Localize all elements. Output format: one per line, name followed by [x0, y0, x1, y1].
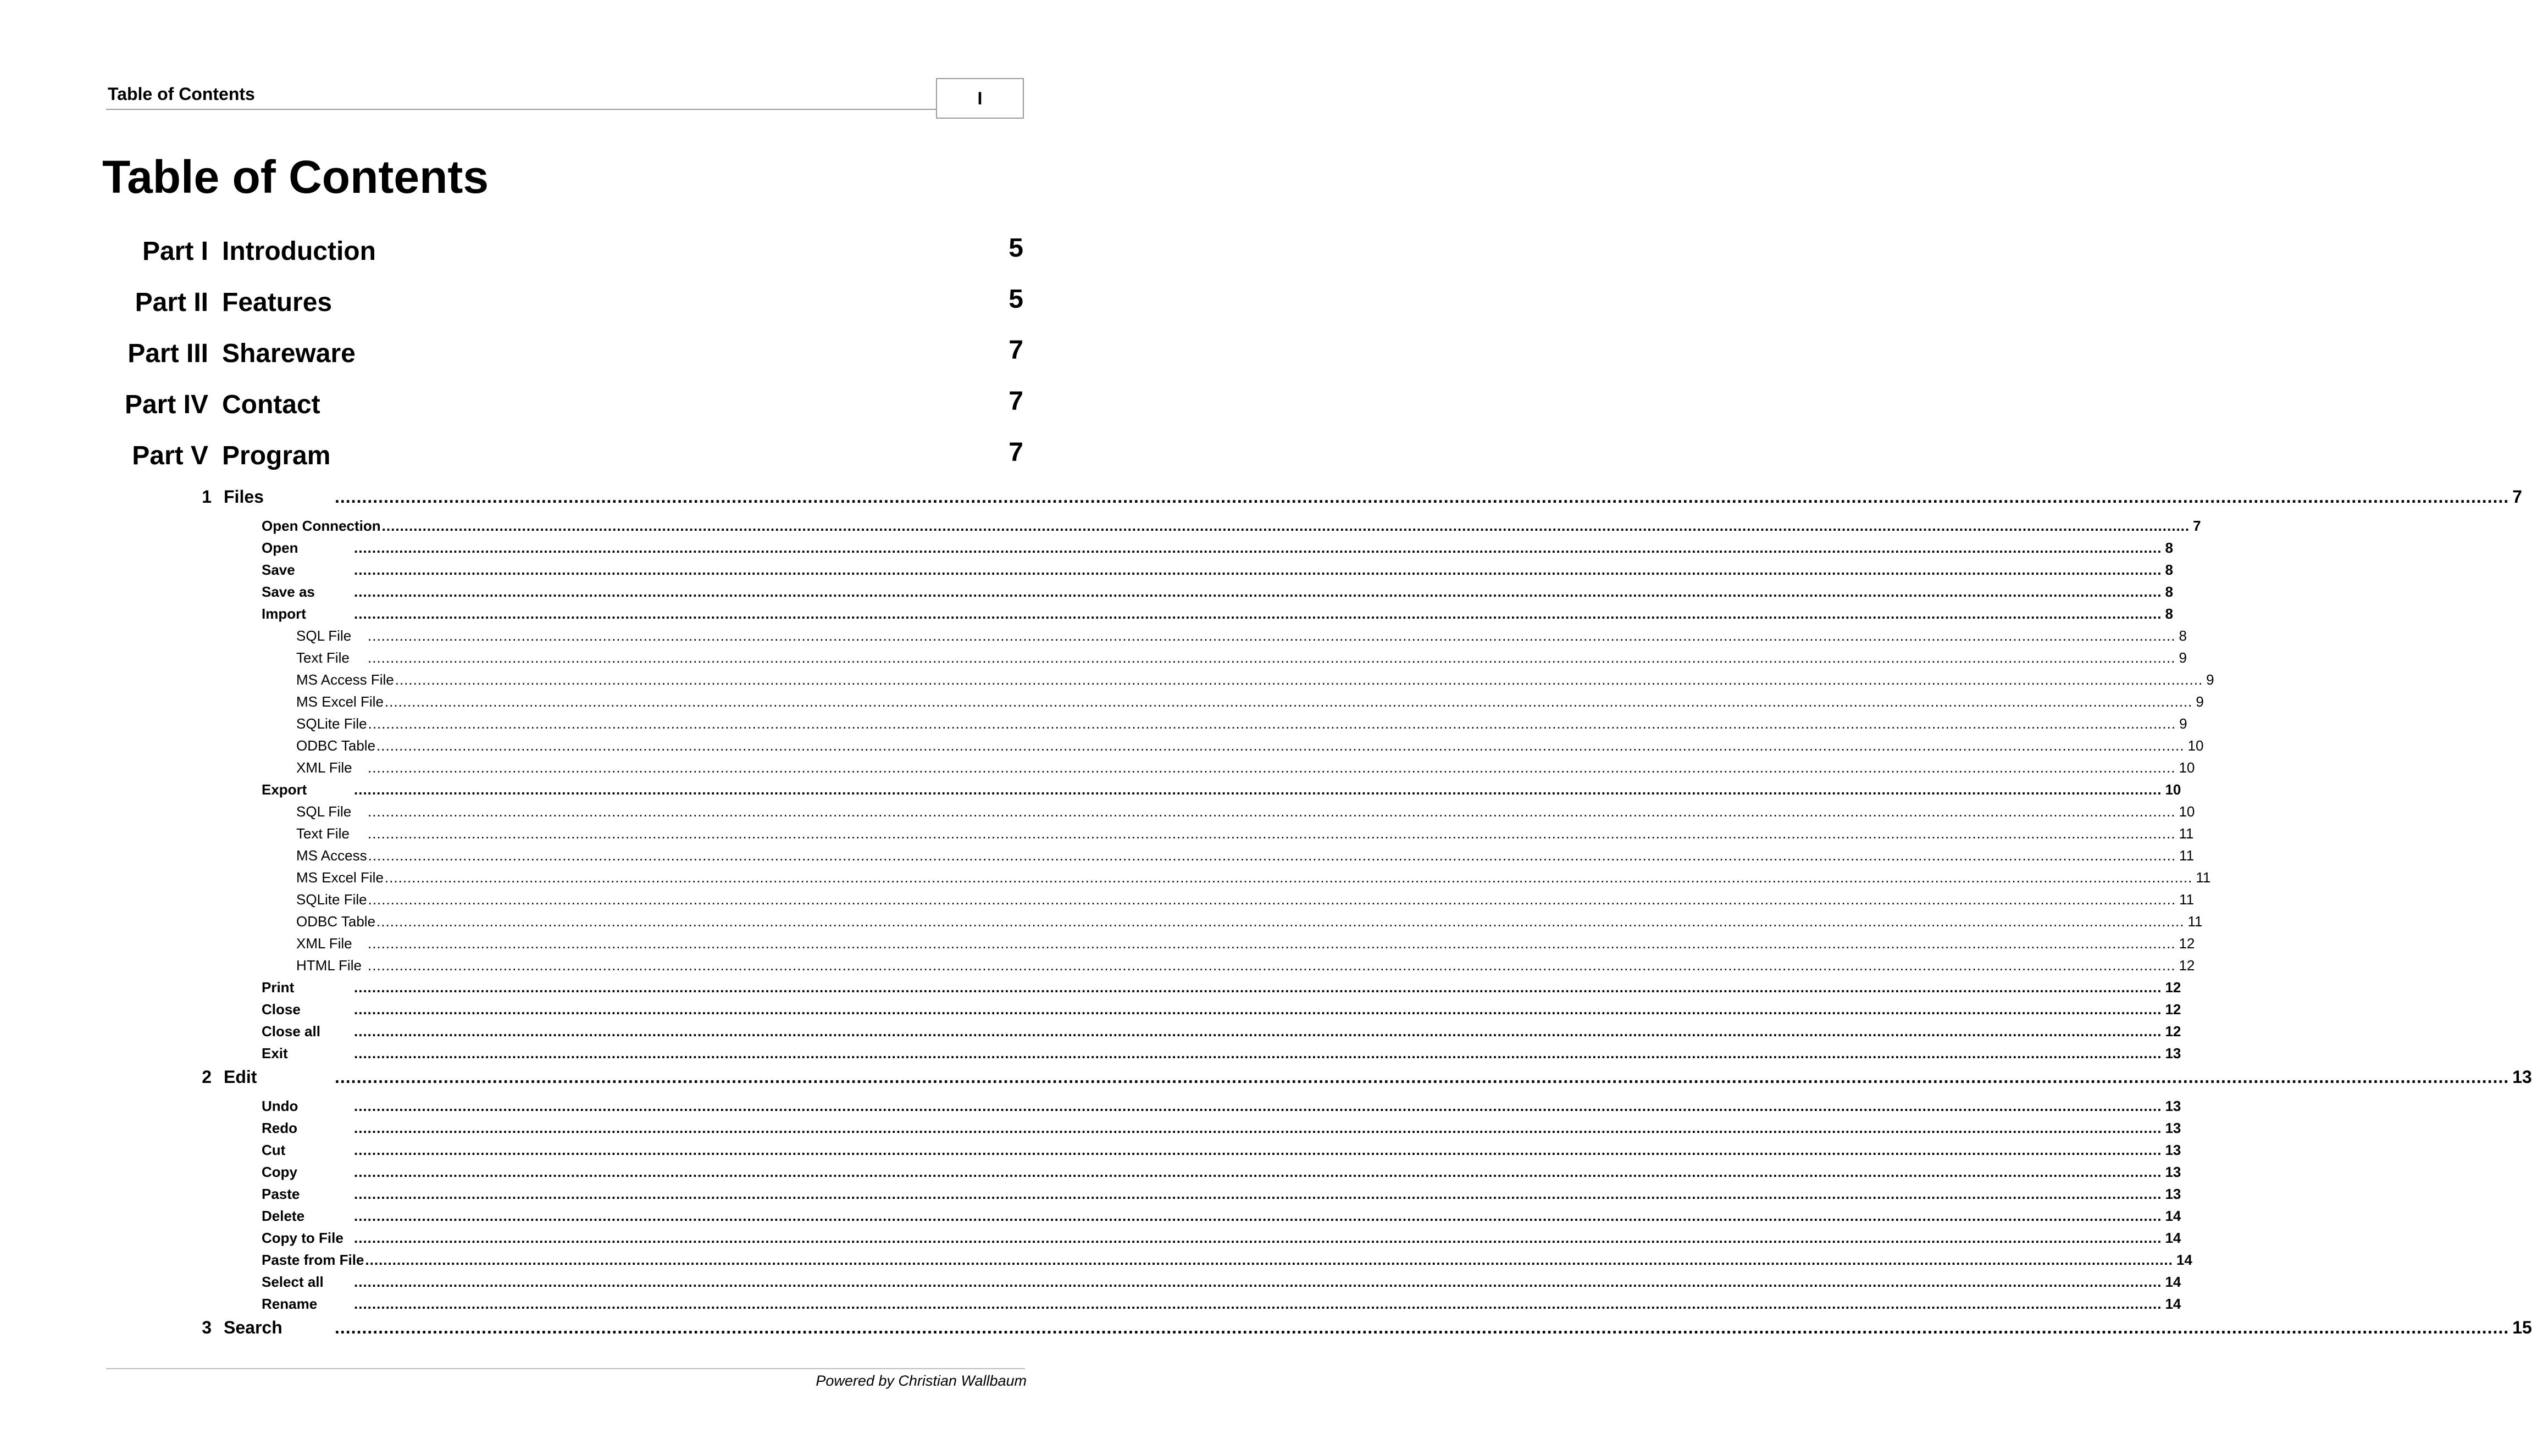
toc-entry-row[interactable] — [262, 1274, 2181, 1291]
dot-leader: ................................................................................................................................................................................................................................................................................................................................................................................................................ — [354, 540, 2162, 556]
entry-page: 13 — [2165, 1142, 2181, 1158]
part-label: Part II — [135, 288, 208, 317]
part-page: 7 — [1009, 387, 1023, 416]
entry-title: Copy to File — [262, 1230, 343, 1246]
dot-leader: ................................................................................................................................................................................................................................................................................................................................................................................................................ — [384, 693, 2193, 710]
toc-entry-row[interactable] — [262, 979, 2181, 996]
subentry-page: 9 — [2179, 649, 2187, 666]
toc-subentry-row[interactable] — [296, 869, 2211, 886]
toc-entry-row[interactable] — [262, 518, 2201, 535]
subentry-title: MS Excel File — [296, 693, 384, 710]
entry-title: Close — [262, 1001, 301, 1018]
subentry-page: 11 — [2179, 891, 2195, 908]
subentry-page: 8 — [2179, 627, 2187, 644]
dot-leader: ................................................................................................................................................................................................................................................................................................................................................................................................................ — [368, 891, 2176, 908]
entry-title: Select all — [262, 1274, 324, 1290]
subentry-title: SQLite File — [296, 891, 367, 908]
part-title: Shareware — [222, 339, 356, 368]
chapter-number: 2 — [202, 1067, 212, 1087]
toc-part-row[interactable] — [0, 438, 1026, 481]
subentry-page: 9 — [2179, 715, 2187, 732]
entry-title: Rename — [262, 1296, 318, 1312]
dot-leader: ................................................................................................................................................................................................................................................................................................................................................................................................................ — [354, 1142, 2162, 1158]
toc-subentry-row[interactable] — [296, 913, 2203, 930]
entry-title: Undo — [262, 1098, 298, 1114]
toc-entry-row[interactable] — [262, 1023, 2181, 1040]
toc-subentry-row[interactable] — [296, 759, 2195, 776]
dot-leader: ................................................................................................................................................................................................................................................................................................................................................................................................................ — [365, 1252, 2173, 1268]
entry-page: 13 — [2165, 1098, 2181, 1114]
part-title: Program — [222, 441, 331, 470]
subentry-page: 11 — [2179, 825, 2194, 842]
subentry-page: 9 — [2206, 671, 2214, 688]
part-label: Part IV — [124, 390, 208, 419]
subentry-title: MS Access — [296, 847, 367, 864]
subentry-title: ODBC Table — [296, 913, 376, 930]
entry-title: Paste from File — [262, 1252, 364, 1268]
dot-leader: ................................................................................................................................................................................................................................................................................................................................................................................................................ — [368, 935, 2176, 952]
subentry-title: Text File — [296, 649, 350, 666]
entry-page: 12 — [2165, 979, 2181, 996]
entry-title: Import — [262, 605, 306, 622]
entry-page: 12 — [2165, 1023, 2181, 1040]
entry-page: 14 — [2165, 1230, 2181, 1246]
chapter-page: 13 — [2512, 1067, 2532, 1087]
subentry-title: HTML File — [296, 957, 362, 974]
dot-leader: ................................................................................................................................................................................................................................................................................................................................................................................................................ — [368, 649, 2176, 666]
dot-leader: ................................................................................................................................................................................................................................................................................................................................................................................................................ — [395, 671, 2203, 688]
toc-subentry-row[interactable] — [296, 671, 2214, 688]
part-page: 7 — [1009, 438, 1023, 467]
part-title: Contact — [222, 390, 320, 419]
toc-subentry-row[interactable] — [296, 891, 2195, 908]
toc-entry-row[interactable] — [262, 1230, 2181, 1247]
entry-title: Cut — [262, 1142, 286, 1158]
chapter-number: 3 — [202, 1318, 212, 1337]
toc-entry-row[interactable] — [262, 583, 2173, 601]
dot-leader: ................................................................................................................................................................................................................................................................................................................................................................................................................ — [354, 583, 2162, 600]
toc-entry-row[interactable] — [262, 1098, 2181, 1115]
dot-leader: ................................................................................................................................................................................................................................................................................................................................................................................................................ — [368, 957, 2176, 974]
dot-leader: ................................................................................................................................................................................................................................................................................................................................................................................................................ — [354, 1164, 2162, 1180]
entry-title: Open — [262, 540, 298, 556]
dot-leader: ................................................................................................................................................................................................................................................................................................................................................................................................................ — [354, 1001, 2162, 1018]
chapter-title: Edit — [224, 1067, 257, 1087]
dot-leader: ................................................................................................................................................................................................................................................................................................................................................................................................................ — [354, 1208, 2162, 1224]
dot-leader: ................................................................................................................................................................................................................................................................................................................................................................................................................ — [354, 979, 2162, 996]
subentry-page: 10 — [2179, 803, 2195, 820]
entry-page: 13 — [2165, 1045, 2181, 1062]
dot-leader: ................................................................................................................................................................................................................................................................................................................................................................................................................ — [368, 825, 2176, 842]
chapter-page: 7 — [2512, 487, 2523, 507]
toc-subentry-row[interactable] — [296, 825, 2194, 842]
dot-leader: ................................................................................................................................................................................................................................................................................................................................................................................................................ — [354, 605, 2162, 622]
part-page: 5 — [1009, 234, 1023, 263]
entry-page: 8 — [2165, 605, 2173, 622]
entry-page: 14 — [2165, 1208, 2181, 1224]
toc-subentry-row[interactable] — [296, 847, 2195, 864]
entry-page: 12 — [2165, 1001, 2181, 1018]
page-title: Table of Contents — [102, 151, 489, 203]
toc-part-row[interactable] — [0, 285, 1026, 328]
entry-page: 10 — [2165, 781, 2181, 798]
subentry-page: 12 — [2179, 935, 2195, 952]
subentry-page: 11 — [2179, 847, 2195, 864]
toc-entry-row[interactable] — [262, 1252, 2192, 1269]
dot-leader: ................................................................................................................................................................................................................................................................................................................................................................................................................ — [335, 487, 2509, 507]
toc-subentry-row[interactable] — [296, 803, 2195, 820]
subentry-title: MS Excel File — [296, 869, 384, 886]
toc-chapter-row[interactable] — [195, 1067, 2532, 1087]
chapter-title: Search — [224, 1318, 282, 1337]
entry-title: Delete — [262, 1208, 305, 1224]
dot-leader: ................................................................................................................................................................................................................................................................................................................................................................................................................ — [354, 1023, 2162, 1040]
entry-title: Exit — [262, 1045, 288, 1062]
entry-page: 14 — [2165, 1296, 2181, 1312]
entry-page: 8 — [2165, 583, 2173, 600]
subentry-title: SQL File — [296, 627, 352, 644]
dot-leader: ................................................................................................................................................................................................................................................................................................................................................................................................................ — [335, 1067, 2509, 1087]
subentry-title: XML File — [296, 935, 352, 952]
toc-subentry-row[interactable] — [296, 935, 2195, 952]
part-label: Part V — [132, 441, 208, 470]
subentry-title: MS Access File — [296, 671, 394, 688]
entry-title: Save — [262, 562, 295, 578]
toc-chapter-row[interactable] — [195, 1318, 2532, 1338]
dot-leader: ................................................................................................................................................................................................................................................................................................................................................................................................................ — [376, 737, 2185, 754]
dot-leader: ................................................................................................................................................................................................................................................................................................................................................................................................................ — [381, 518, 2190, 534]
toc-part-row[interactable] — [0, 387, 1026, 430]
header-rule — [106, 109, 937, 110]
toc-entry-row[interactable] — [262, 1001, 2181, 1018]
toc-subentry-row[interactable] — [296, 737, 2204, 754]
entry-page: 8 — [2165, 540, 2173, 556]
entry-page: 7 — [2193, 518, 2201, 534]
toc-subentry-row[interactable] — [296, 957, 2195, 974]
entry-title: Export — [262, 781, 307, 798]
dot-leader: ................................................................................................................................................................................................................................................................................................................................................................................................................ — [354, 1045, 2162, 1062]
subentry-title: SQLite File — [296, 715, 367, 732]
dot-leader: ................................................................................................................................................................................................................................................................................................................................................................................................................ — [354, 781, 2162, 798]
toc-part-row[interactable] — [0, 336, 1026, 379]
toc-subentry-row[interactable] — [296, 715, 2187, 732]
dot-leader: ................................................................................................................................................................................................................................................................................................................................................................................................................ — [368, 803, 2176, 820]
toc-entry-row[interactable] — [262, 1120, 2181, 1137]
footer-credit: Powered by Christian Wallbaum — [816, 1372, 1027, 1389]
entry-title: Redo — [262, 1120, 297, 1136]
dot-leader: ................................................................................................................................................................................................................................................................................................................................................................................................................ — [368, 715, 2176, 732]
toc-entry-row[interactable] — [262, 781, 2181, 798]
subentry-page: 11 — [2196, 869, 2211, 886]
toc-entry-row[interactable] — [262, 540, 2173, 557]
subentry-page: 10 — [2179, 759, 2195, 776]
entry-page: 13 — [2165, 1120, 2181, 1136]
dot-leader: ................................................................................................................................................................................................................................................................................................................................................................................................................ — [368, 627, 2176, 644]
dot-leader: ................................................................................................................................................................................................................................................................................................................................................................................................................ — [376, 913, 2185, 930]
part-title: Features — [222, 288, 333, 317]
entry-page: 8 — [2165, 562, 2173, 578]
part-label: Part III — [128, 339, 208, 368]
subentry-title: Text File — [296, 825, 350, 842]
dot-leader: ................................................................................................................................................................................................................................................................................................................................................................................................................ — [335, 1318, 2509, 1337]
toc-entry-row[interactable] — [262, 562, 2173, 579]
toc-entry-row[interactable] — [262, 1142, 2181, 1159]
toc-entry-row[interactable] — [262, 1164, 2181, 1181]
subentry-title: SQL File — [296, 803, 352, 820]
subentry-page: 11 — [2187, 913, 2203, 930]
toc-subentry-row[interactable] — [296, 627, 2187, 644]
entry-page: 14 — [2165, 1274, 2181, 1290]
entry-title: Copy — [262, 1164, 297, 1180]
toc-entry-row[interactable] — [262, 1296, 2181, 1313]
entry-page: 13 — [2165, 1186, 2181, 1202]
dot-leader: ................................................................................................................................................................................................................................................................................................................................................................................................................ — [368, 847, 2176, 864]
dot-leader: ................................................................................................................................................................................................................................................................................................................................................................................................................ — [354, 1120, 2162, 1136]
chapter-title: Files — [224, 487, 264, 507]
entry-title: Close all — [262, 1023, 320, 1040]
entry-page: 14 — [2176, 1252, 2192, 1268]
running-header-title: Table of Contents — [108, 84, 255, 104]
entry-page: 13 — [2165, 1164, 2181, 1180]
dot-leader: ................................................................................................................................................................................................................................................................................................................................................................................................................ — [354, 1186, 2162, 1202]
entry-title: Save as — [262, 583, 315, 600]
toc-subentry-row[interactable] — [296, 693, 2204, 710]
entry-title: Open Connection — [262, 518, 381, 534]
subentry-page: 12 — [2179, 957, 2195, 974]
toc-chapter-row[interactable] — [195, 487, 2523, 507]
chapter-number: 1 — [202, 487, 212, 507]
subentry-page: 9 — [2196, 693, 2204, 710]
dot-leader: ................................................................................................................................................................................................................................................................................................................................................................................................................ — [384, 869, 2193, 886]
part-page: 5 — [1009, 285, 1023, 314]
dot-leader: ................................................................................................................................................................................................................................................................................................................................................................................................................ — [354, 562, 2162, 578]
dot-leader: ................................................................................................................................................................................................................................................................................................................................................................................................................ — [354, 1230, 2162, 1246]
dot-leader: ................................................................................................................................................................................................................................................................................................................................................................................................................ — [368, 759, 2176, 776]
page-number-box — [936, 78, 1024, 119]
toc-part-row[interactable] — [0, 234, 1026, 277]
entry-title: Paste — [262, 1186, 300, 1202]
part-page: 7 — [1009, 336, 1023, 365]
subentry-page: 10 — [2187, 737, 2204, 754]
entry-title: Print — [262, 979, 295, 996]
subentry-title: XML File — [296, 759, 352, 776]
dot-leader: ................................................................................................................................................................................................................................................................................................................................................................................................................ — [354, 1274, 2162, 1290]
footer-rule — [106, 1368, 1025, 1369]
dot-leader: ................................................................................................................................................................................................................................................................................................................................................................................................................ — [354, 1098, 2162, 1114]
toc-subentry-row[interactable] — [296, 649, 2187, 666]
part-title: Introduction — [222, 237, 376, 266]
toc-entry-row[interactable] — [262, 1186, 2181, 1203]
dot-leader: ................................................................................................................................................................................................................................................................................................................................................................................................................ — [354, 1296, 2162, 1312]
toc-entry-row[interactable] — [262, 605, 2173, 623]
page-number: I — [977, 88, 983, 108]
toc-entry-row[interactable] — [262, 1208, 2181, 1225]
toc-entry-row[interactable] — [262, 1045, 2181, 1062]
subentry-title: ODBC Table — [296, 737, 376, 754]
chapter-page: 15 — [2512, 1318, 2532, 1337]
part-label: Part I — [142, 237, 208, 266]
